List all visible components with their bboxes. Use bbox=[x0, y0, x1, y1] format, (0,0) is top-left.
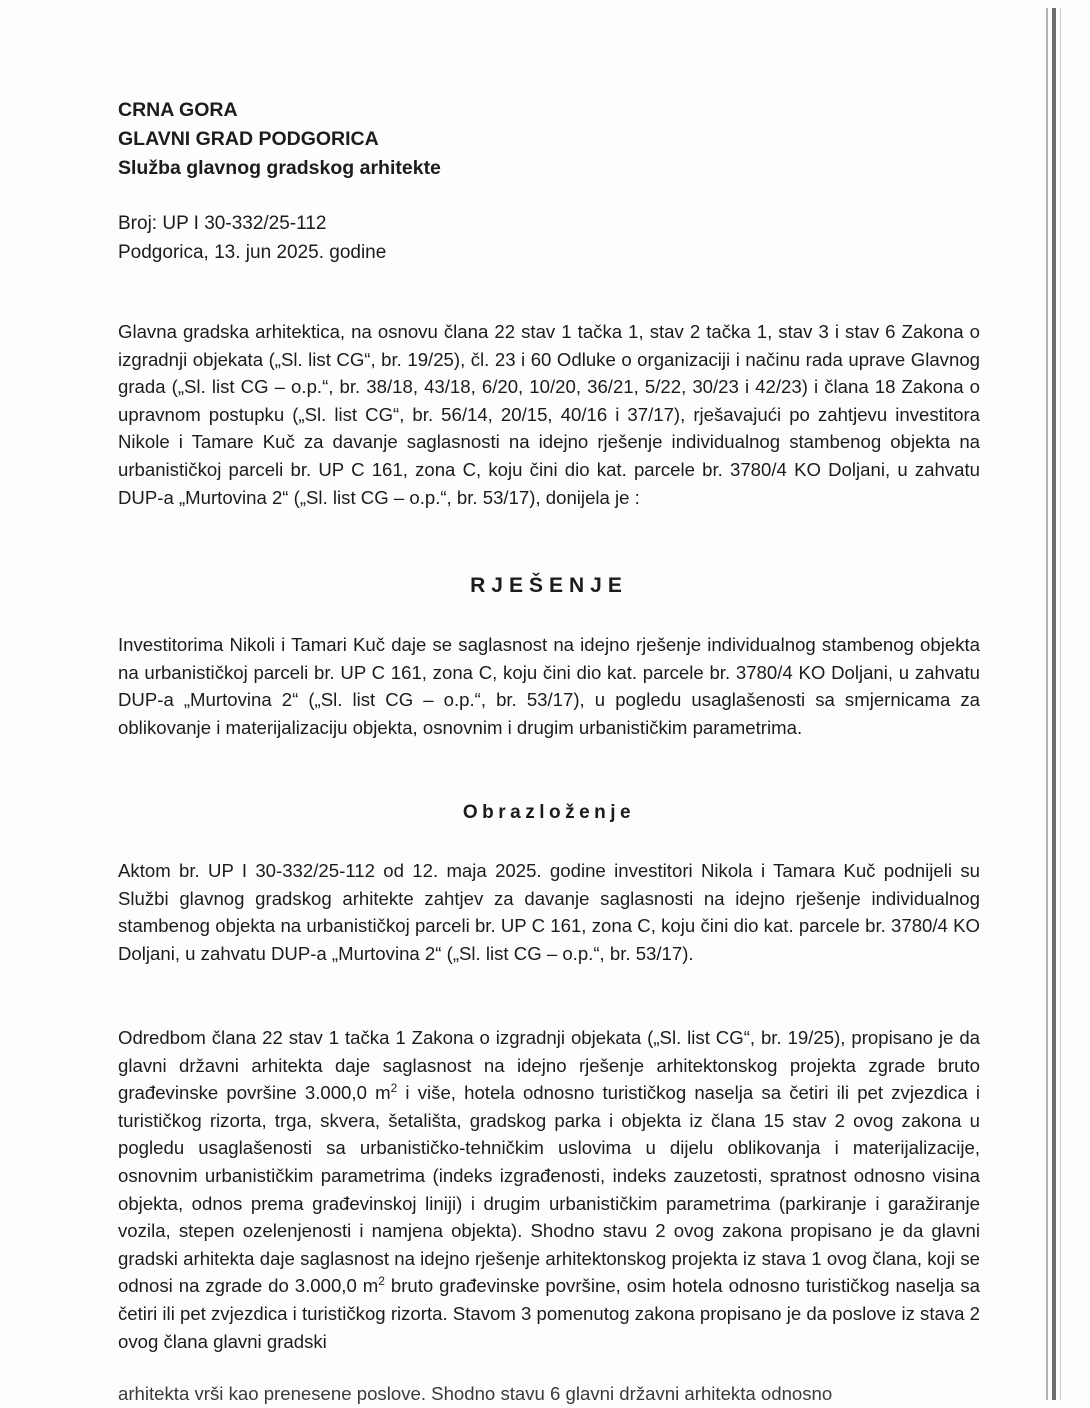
document-header bbox=[118, 96, 441, 183]
scan-edge-line bbox=[1060, 8, 1061, 1400]
header-office: Služba glavnog gradskog arhitekte bbox=[118, 157, 441, 179]
cutoff-line bbox=[118, 1383, 980, 1408]
decision-title: RJEŠENJE bbox=[470, 574, 628, 597]
reasoning-text: bruto građevinske površine, osim hotela odnosno turističkog naselja sa četiri ili pet zvjezdica i turističkog rizorta. Stavom 3 pomenutog zakona propisano je da poslove iz stava 2 ovog člana glavni gradski bbox=[118, 1275, 980, 1352]
reasoning-text: Odredbom člana 22 stav 1 tačka 1 Zakona o izgradnji objekata („Sl. list CG“, br. 19/25), propisano je da glavni državni arhitekta daje saglasnost na idejno rješenje arhitektonskog projekta zgrade bruto građevinske površine 3.000,0 m bbox=[118, 1027, 980, 1104]
intro-paragraph: Glavna gradska arhitektica, na osnovu člana 22 stav 1 tačka 1, stav 2 tačka 1, stav 3 i stav 6 Zakona o izgradnji objekata („Sl. list CG“, br. 19/25), čl. 23 i 60 Odluke o organizaciji i načinu rada uprave Glavnog grada („Sl. list CG – o.p.“, br. 38/18, 43/18, 6/20, 10/20, 36/21, 5/22, 30/23 i 42/23) i člana 18 Zakona o upravnom postupku („Sl. list CG“, br. 56/14, 20/15, 40/16 i 37/17), rješavajući po zahtjevu investitora Nikole i Tamare Kuč za davanje saglasnosti na idejno rješenje individualnog stambenog objekta na urbanističkoj parceli br. UP C 161, zona C, koju čini dio kat. parcele br. 3780/4 KO Doljani, u zahvatu DUP-a „Murtovina 2“ („Sl. list CG – o.p.“, br. 53/17), donijela je : bbox=[118, 321, 980, 508]
reference-number: Broj: UP I 30-332/25-112 bbox=[118, 213, 327, 234]
header-city: GLAVNI GRAD PODGORICA bbox=[118, 128, 379, 150]
header-country: CRNA GORA bbox=[118, 99, 238, 121]
document-date: Podgorica, 13. jun 2025. godine bbox=[118, 242, 387, 263]
reasoning-paragraph-1: Aktom br. UP I 30-332/25-112 od 12. maja 2025. godine investitori Nikola i Tamara Kuč podnijeli su Službi glavnog gradskog arhitekte zahtjev za davanje saglasnosti na idejno rješenje individualnog stambenog objekta na urbanističkoj parceli br. UP C 161, zona C, koju čini dio kat. parcele br. 3780/4 KO Doljani, u zahvatu DUP-a „Murtovina 2“ („Sl. list CG – o.p.“, br. 53/17). bbox=[118, 860, 980, 964]
reasoning-text: i više, hotela odnosno turističkog naselja sa četiri ili pet zvjezdica i turističkog rizorta, trga, skvera, šetališta, gradskog parka i objekta iz člana 15 stav 2 ovog zakona u pogledu usaglašenosti sa urbanističko-tehničkim uslovima u dijelu oblikovanja i materijalizacije, osnovnim urbanističkim parametrima (indeks izgrađenosti, indeks zauzetosti, spratnost odnosno visina objekta, odnos prema građevinskoj liniji) i drugim urbanističkim parametrima (parkiranje i garažiranje vozila, stepen ozelenjenosti i namjena objekta). Shodno stavu 2 ovog zakona propisano je da glavni gradski arhitekta daje saglasnost na idejno rješenje arhitektonskog projekta iz stava 1 ovog člana, koji se odnosi na zgrade do 3.000,0 m bbox=[118, 1082, 980, 1297]
decision-paragraph: Investitorima Nikoli i Tamari Kuč daje se saglasnost na idejno rješenje individualnog stambenog objekta na urbanističkoj parceli br. UP C 161, zona C, koju čini dio kat. parcele br. 3780/4 KO Doljani, u zahvatu DUP-a „Murtovina 2“ („Sl. list CG – o.p.“, br. 53/17), u pogledu usaglašenosti sa smjernicama za oblikovanje i materijalizaciju objekta, osnovnim i drugim urbanističkim parametrima. bbox=[118, 634, 980, 738]
cutoff-text: arhitekta vrši kao prenesene poslove. Shodno stavu 6 glavni državni arhitekta odnosno bbox=[118, 1383, 833, 1404]
reasoning-title: Obrazloženje bbox=[462, 802, 636, 823]
scan-edge-line bbox=[1046, 8, 1048, 1400]
scan-edge-line bbox=[1052, 8, 1056, 1400]
reasoning-paragraph-2 bbox=[118, 1024, 980, 1355]
superscript: 2 bbox=[378, 1274, 385, 1289]
superscript: 2 bbox=[390, 1081, 398, 1095]
document-meta bbox=[118, 209, 386, 267]
